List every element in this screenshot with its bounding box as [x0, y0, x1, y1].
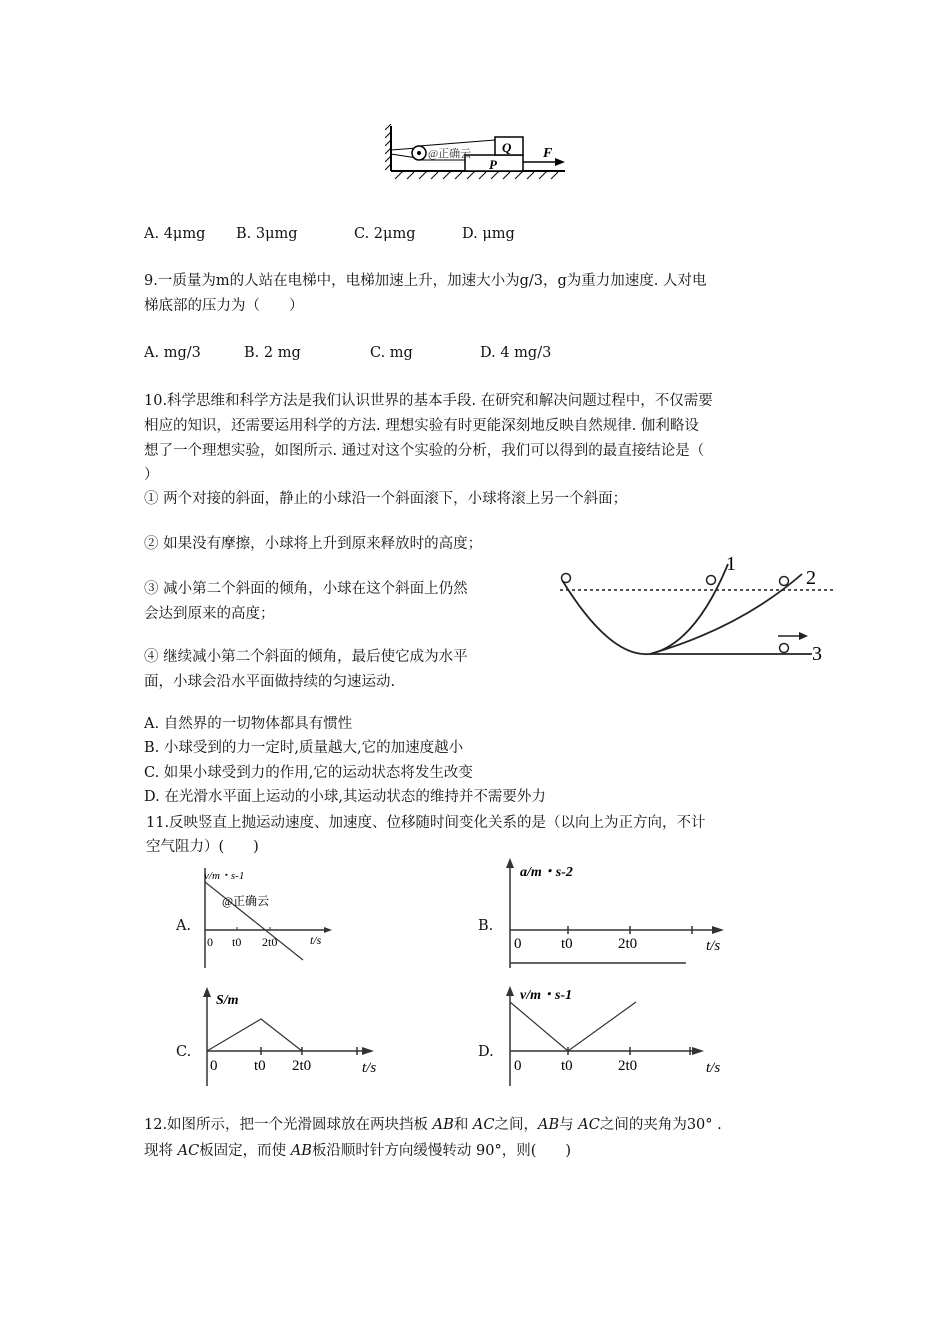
- q8-option-c[interactable]: C. 2μmg: [354, 226, 416, 242]
- q12-line-2: [144, 1138, 722, 1164]
- q10-option-a[interactable]: A. 自然界的一切物体都具有惯性: [144, 716, 353, 732]
- q11-c-origin: 0: [210, 1058, 218, 1074]
- q9-option-a[interactable]: A. mg/3: [144, 345, 201, 361]
- q11-stem: [146, 811, 706, 859]
- q10-line-4: ）: [144, 467, 159, 483]
- q10-statement-4-line-1: ④ 继续减小第二个斜面的倾角，最后使它成为水平: [144, 649, 468, 665]
- q11-option-b-label[interactable]: B.: [478, 918, 494, 934]
- q11-d-tick-t0: t0: [561, 1058, 573, 1074]
- q10-statement-1: ① 两个对接的斜面，静止的小球沿一个斜面滚下，小球将滚上另一个斜面；: [144, 491, 628, 507]
- q9-line-1: 9.一质量为m的人站在电梯中，电梯加速上升，加速大小为g/3，g为重力加速度. 人对电: [144, 273, 707, 289]
- q11-d-ylabel: v/m・s-1: [520, 988, 573, 1003]
- q10-figure: [550, 548, 840, 668]
- q11-a-tick-2t0: 2t0: [262, 935, 278, 949]
- q12-text: 之间的夹角为30° .: [599, 1117, 722, 1133]
- q11-c-xlabel: t/s: [362, 1060, 377, 1076]
- q12-ac: AC: [177, 1143, 200, 1159]
- q11-graph-a[interactable]: [198, 860, 348, 972]
- q11-b-xlabel: t/s: [706, 938, 721, 954]
- q11-graph-c[interactable]: [198, 984, 398, 1088]
- q11-c-tick-2t0: 2t0: [292, 1058, 312, 1074]
- q8-label-q: Q: [502, 140, 512, 155]
- q11-option-d-label[interactable]: D.: [478, 1044, 494, 1060]
- q11-line-2: 空气阻力）( ): [146, 839, 259, 855]
- q11-option-c-label[interactable]: C.: [176, 1044, 192, 1060]
- q10-statement-3: [144, 577, 468, 627]
- q12-text: 12.如图所示，把一个光滑圆球放在两块挡板: [144, 1117, 433, 1133]
- q9-line-2: 梯底部的压力为（ ）: [144, 298, 304, 314]
- q11-d-xlabel: t/s: [706, 1060, 721, 1076]
- q11-graph-b[interactable]: [500, 856, 750, 972]
- q11-line-1: 11.反映竖直上抛运动速度、加速度、位移随时间变化关系的是（以向上为正方向，不计: [146, 815, 706, 831]
- q9-options: [144, 341, 551, 366]
- q11-c-tick-t0: t0: [254, 1058, 266, 1074]
- q10-statement-3-line-2: 会达到原来的高度；: [144, 606, 275, 622]
- q11-d-origin: 0: [514, 1058, 522, 1074]
- q11-option-a-label[interactable]: A.: [176, 918, 192, 934]
- q12-line-1: [144, 1112, 722, 1138]
- q9-option-c[interactable]: C. mg: [370, 345, 413, 361]
- q11-b-tick-2t0: 2t0: [618, 936, 638, 952]
- q10-statement-4: [144, 645, 468, 695]
- q9-stem: [144, 269, 706, 319]
- q8-label-f: F: [543, 146, 553, 161]
- q11-c-ylabel: S/m: [216, 993, 239, 1008]
- q10-statement-2: ② 如果没有摩擦，小球将上升到原来释放时的高度；: [144, 536, 483, 552]
- q10-statement-4-line-2: 面，小球会沿水平面做持续的匀速运动.: [144, 674, 396, 690]
- q8-options: [144, 222, 515, 247]
- q10-fig-label-2: 2: [806, 567, 816, 589]
- q11-graph-d[interactable]: [500, 984, 750, 1088]
- q11-a-tick-t0: t0: [232, 935, 242, 949]
- q11-a-watermark: @正确云: [222, 894, 270, 908]
- q10-fig-label-1: 1: [726, 553, 736, 575]
- q10-fig-label-3: 3: [812, 643, 822, 665]
- q11-a-xlabel: t/s: [310, 933, 322, 947]
- q11-b-origin: 0: [514, 936, 522, 952]
- q12-ab: AB: [538, 1117, 560, 1133]
- q11-a-origin: 0: [207, 935, 213, 949]
- q9-option-b[interactable]: B. 2 mg: [244, 345, 301, 361]
- q12-text: 板固定，而使: [199, 1143, 291, 1159]
- q8-option-d[interactable]: D. μmg: [462, 226, 515, 242]
- q10-line-2: 相应的知识，还需要运用科学的方法. 理想实验有时更能深刻地反映自然规律. 伽利略设: [144, 418, 699, 434]
- q10-stem: [144, 389, 713, 486]
- q8-figure: [385, 124, 570, 180]
- q10-statement-3-line-1: ③ 减小第二个斜面的倾角，小球在这个斜面上仍然: [144, 581, 468, 597]
- q10-option-c[interactable]: C. 如果小球受到力的作用,它的运动状态将发生改变: [144, 764, 473, 781]
- q8-label-p: P: [489, 157, 497, 172]
- q10-line-3: 想了一个理想实验，如图所示. 通过对这个实验的分析，我们可以得到的最直接结论是（: [144, 443, 705, 459]
- q8-option-b[interactable]: B. 3μmg: [236, 226, 298, 242]
- q12-ab: AB: [290, 1143, 312, 1159]
- q10-option-d[interactable]: D. 在光滑水平面上运动的小球,其运动状态的维持并不需要外力: [144, 788, 546, 805]
- q8-watermark: @正确云: [428, 148, 472, 160]
- q12-text: 现将: [144, 1143, 178, 1159]
- q12-text: 板沿顺时针方向缓慢转动 90°，则( ): [311, 1143, 572, 1159]
- q11-b-tick-t0: t0: [561, 936, 573, 952]
- q12-ab: AB: [432, 1117, 454, 1133]
- q11-d-tick-2t0: 2t0: [618, 1058, 638, 1074]
- q9-option-d[interactable]: D. 4 mg/3: [480, 345, 552, 361]
- q12-stem: [144, 1112, 722, 1164]
- q12-ac: AC: [472, 1117, 495, 1133]
- q8-option-a[interactable]: A. 4μmg: [144, 226, 206, 242]
- q11-b-ylabel: a/m・s-2: [520, 865, 573, 880]
- q12-text: 和: [453, 1117, 473, 1133]
- q10-line-1: 10.科学思维和科学方法是我们认识世界的基本手段. 在研究和解决问题过程中，不仅需要: [144, 393, 713, 409]
- q10-options: [144, 712, 546, 809]
- q10-option-b[interactable]: B. 小球受到的力一定时,质量越大,它的加速度越小: [144, 740, 464, 757]
- q12-ac: AC: [578, 1117, 600, 1133]
- q12-text: 之间，: [494, 1117, 538, 1133]
- q12-text: 与: [559, 1117, 579, 1133]
- q11-a-ylabel: v/m・s-1: [204, 870, 245, 882]
